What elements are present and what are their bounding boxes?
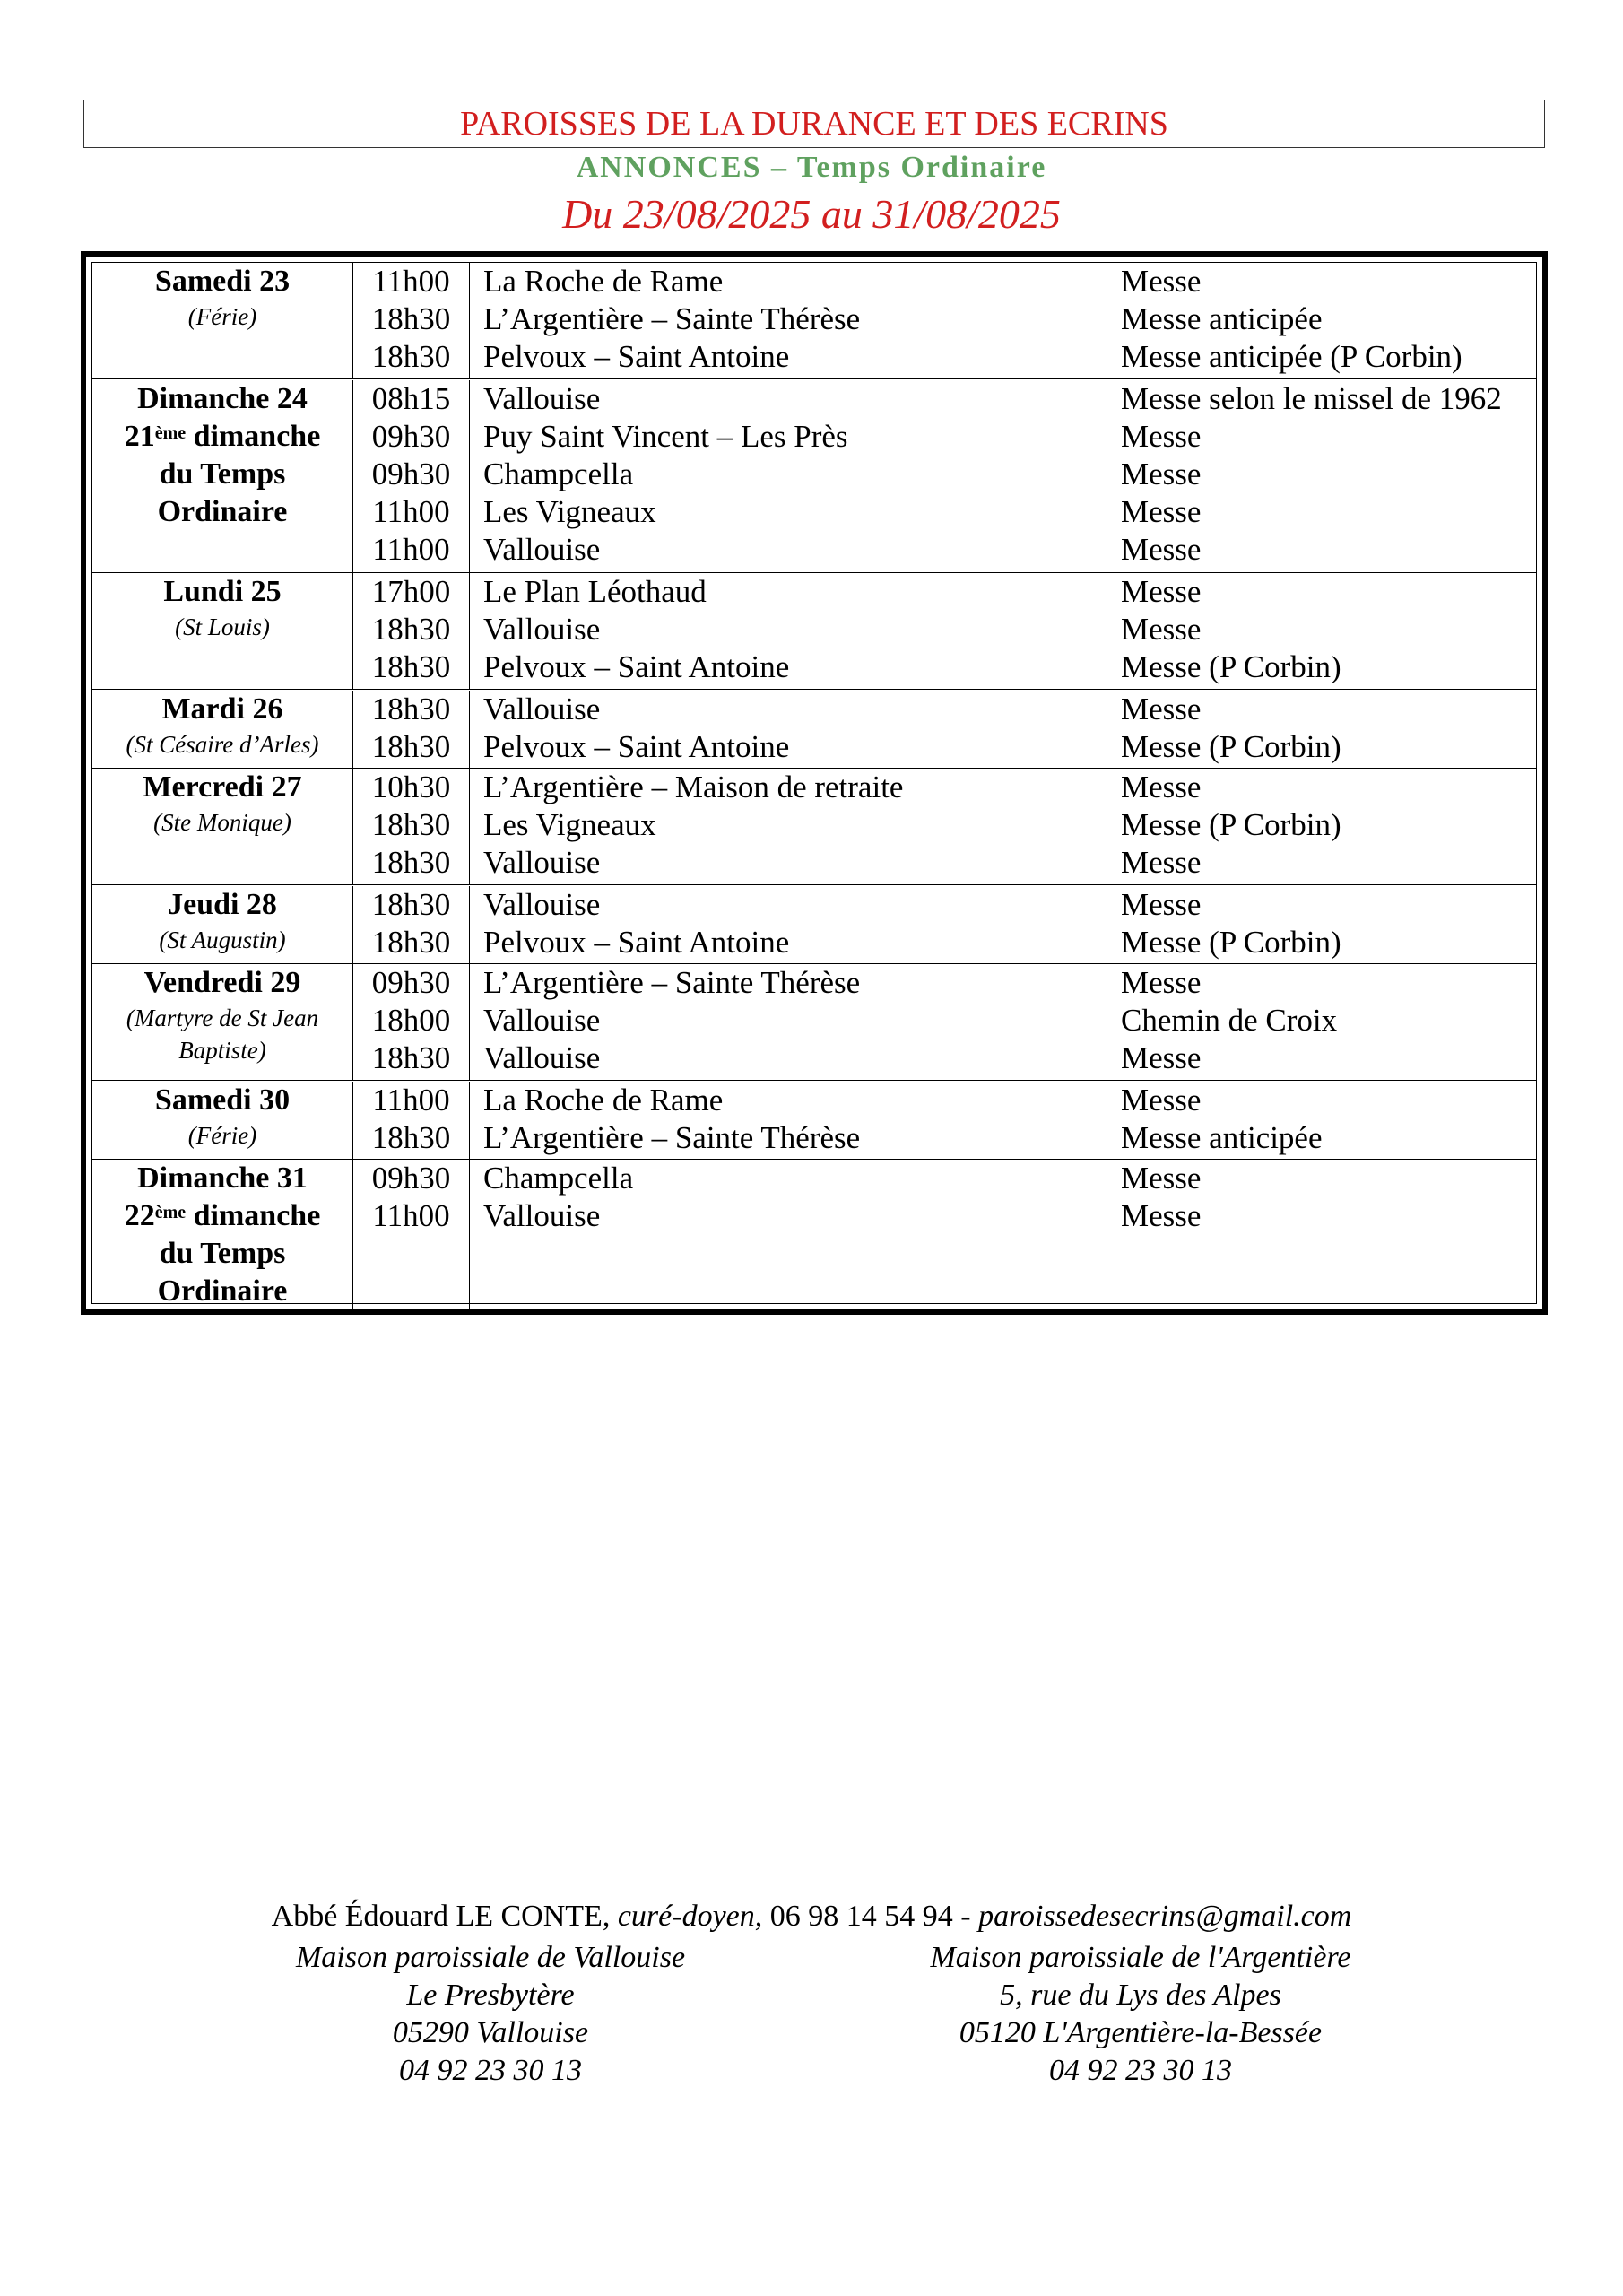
- sunday-word: dimanche: [186, 1199, 321, 1232]
- feast-note: (St Louis): [175, 613, 270, 640]
- sunday-title-line: Ordinaire: [157, 494, 288, 528]
- mass-place: Puy Saint Vincent – Les Près: [483, 418, 848, 454]
- mass-type: Messe: [1121, 770, 1202, 804]
- address-line: 05290 Vallouise: [392, 2016, 589, 2049]
- mass-type: Messe: [1121, 1040, 1202, 1075]
- place-cell: [470, 964, 1107, 1080]
- address-line: Maison paroissiale de l'Argentière: [930, 1941, 1351, 1974]
- mass-type: Messe: [1121, 845, 1202, 880]
- day-name: Mardi 26: [161, 691, 283, 726]
- mass-type: Messe anticipée: [1121, 301, 1323, 336]
- mass-time: 18h30: [371, 807, 451, 842]
- schedule-row: [92, 886, 1536, 964]
- feast-note: Baptiste): [178, 1037, 266, 1064]
- type-cell: [1107, 573, 1536, 689]
- time-cell: [353, 573, 470, 689]
- mass-place: L’Argentière – Maison de retraite: [483, 770, 904, 804]
- schedule-row: [92, 964, 1536, 1081]
- schedule-row: [92, 1082, 1536, 1160]
- mass-time: 11h00: [372, 1082, 450, 1118]
- mass-time: 09h30: [371, 418, 451, 454]
- mass-type: Messe (P Corbin): [1121, 807, 1341, 842]
- mass-place: Vallouise: [483, 531, 601, 567]
- type-cell: [1107, 691, 1536, 768]
- mass-type: Messe (P Corbin): [1121, 924, 1341, 960]
- sunday-title: [92, 1197, 352, 1235]
- mass-place: Pelvoux – Saint Antoine: [483, 728, 790, 764]
- mass-place: Vallouise: [483, 380, 601, 416]
- mass-type: Messe: [1121, 965, 1202, 1000]
- mass-place: L’Argentière – Sainte Thérèse: [483, 1119, 861, 1155]
- day-cell: [92, 1082, 353, 1159]
- priest-role: curé-doyen,: [617, 1900, 763, 1933]
- day-name: Jeudi 28: [168, 887, 277, 921]
- day-name: Dimanche 24: [137, 381, 308, 415]
- schedule-table: [81, 251, 1548, 1315]
- mass-time: 10h30: [371, 770, 451, 804]
- schedule-row: [92, 573, 1536, 690]
- feast-note: (Martyre de St Jean: [126, 1004, 319, 1031]
- time-cell: [353, 964, 470, 1080]
- place-cell: [470, 380, 1107, 572]
- mass-time: 18h30: [371, 1119, 451, 1155]
- mass-time: 18h30: [371, 924, 451, 960]
- type-cell: [1107, 1082, 1536, 1159]
- time-cell: [353, 769, 470, 884]
- mass-time: 09h30: [371, 965, 451, 1000]
- day-cell: [92, 964, 353, 1080]
- mass-time: 18h30: [371, 1040, 451, 1075]
- mass-time: 11h00: [372, 264, 450, 299]
- mass-place: La Roche de Rame: [483, 1082, 724, 1118]
- day-name: Dimanche 31: [137, 1161, 308, 1195]
- type-cell: [1107, 1160, 1536, 1313]
- mass-time: 18h30: [371, 728, 451, 764]
- time-cell: [353, 380, 470, 572]
- mass-place: Vallouise: [483, 1040, 601, 1075]
- mass-place: Pelvoux – Saint Antoine: [483, 649, 790, 684]
- mass-time: 17h00: [371, 574, 451, 609]
- day-cell: [92, 263, 353, 378]
- address-argentiere: [827, 1939, 1454, 2090]
- type-cell: [1107, 263, 1536, 378]
- day-name: Samedi 30: [154, 1083, 291, 1117]
- mass-time: 08h15: [371, 380, 451, 416]
- mass-type: Messe: [1121, 1198, 1202, 1233]
- mass-type: Messe: [1121, 886, 1202, 922]
- day-cell: [92, 691, 353, 768]
- mass-type: Chemin de Croix: [1121, 1003, 1338, 1038]
- feast-note: (Ste Monique): [153, 809, 291, 836]
- day-cell: [92, 769, 353, 884]
- place-cell: [470, 769, 1107, 884]
- mass-place: Les Vigneaux: [483, 493, 656, 529]
- sunday-word: dimanche: [186, 419, 321, 453]
- mass-place: Champcella: [483, 1161, 634, 1196]
- sunday-title: [92, 418, 352, 456]
- mass-time: 11h00: [372, 1198, 450, 1233]
- schedule-row: [92, 1160, 1536, 1313]
- mass-time: 18h30: [371, 649, 451, 684]
- mass-time: 09h30: [371, 1161, 451, 1196]
- ordinal-suffix: ème: [154, 422, 187, 443]
- mass-place: Pelvoux – Saint Antoine: [483, 339, 790, 374]
- mass-type: Messe: [1121, 612, 1202, 647]
- footer-contact-line: [0, 1900, 1623, 1934]
- address-phone: 04 92 23 30 13: [399, 2054, 582, 2087]
- mass-time: 18h30: [371, 886, 451, 922]
- sunday-title-line: du Temps: [159, 457, 286, 491]
- mass-type: Messe anticipée (P Corbin): [1121, 339, 1462, 374]
- mass-time: 09h30: [371, 456, 451, 491]
- feast-note: (Férie): [187, 1121, 257, 1149]
- place-cell: [470, 886, 1107, 963]
- mass-type: Messe: [1121, 1161, 1202, 1196]
- day-cell: [92, 886, 353, 963]
- day-cell: [92, 1160, 353, 1313]
- feast-note: (St Augustin): [159, 926, 286, 953]
- date-range: Du 23/08/2025 au 31/08/2025: [562, 191, 1061, 237]
- mass-place: Vallouise: [483, 886, 601, 922]
- time-cell: [353, 1160, 470, 1313]
- mass-time: 11h00: [372, 531, 450, 567]
- mass-place: L’Argentière – Sainte Thérèse: [483, 965, 861, 1000]
- address-line: Le Presbytère: [406, 1979, 575, 2012]
- time-cell: [353, 1082, 470, 1159]
- day-name: Lundi 25: [163, 575, 282, 608]
- mass-type: Messe: [1121, 531, 1202, 567]
- schedule-row: [92, 263, 1536, 379]
- day-cell: [92, 573, 353, 689]
- schedule-table-inner: [91, 262, 1537, 1308]
- mass-type: Messe: [1121, 456, 1202, 491]
- place-cell: [470, 1160, 1107, 1313]
- address-vallouise: [177, 1939, 804, 2090]
- mass-type: Messe: [1121, 418, 1202, 454]
- feast-note: (Férie): [187, 303, 257, 330]
- time-cell: [353, 263, 470, 378]
- type-cell: [1107, 886, 1536, 963]
- sunday-title-line: Ordinaire: [157, 1274, 288, 1308]
- mass-place: La Roche de Rame: [483, 264, 724, 299]
- schedule-row: [92, 691, 1536, 769]
- ordinal-suffix: ème: [154, 1203, 187, 1222]
- time-cell: [353, 691, 470, 768]
- mass-place: Le Plan Léothaud: [483, 574, 707, 609]
- mass-type: Messe: [1121, 691, 1202, 726]
- mass-place: Vallouise: [483, 1198, 601, 1233]
- place-cell: [470, 691, 1107, 768]
- type-cell: [1107, 964, 1536, 1080]
- mass-time: 11h00: [372, 493, 450, 529]
- day-name: Samedi 23: [154, 265, 291, 298]
- schedule-row: [92, 380, 1536, 573]
- address-line: 5, rue du Lys des Alpes: [1000, 1979, 1281, 2012]
- mass-time: 18h30: [371, 339, 451, 374]
- mass-type: Messe: [1121, 1082, 1202, 1118]
- mass-type: Messe anticipée: [1121, 1119, 1323, 1155]
- mass-time: 18h30: [371, 691, 451, 726]
- type-cell: [1107, 380, 1536, 572]
- mass-type: Messe: [1121, 493, 1202, 529]
- mass-time: 18h30: [371, 612, 451, 647]
- page-title: PAROISSES DE LA DURANCE ET DES ECRINS: [83, 100, 1545, 148]
- sunday-title-line: du Temps: [159, 1237, 286, 1270]
- mass-time: 18h00: [371, 1003, 451, 1038]
- mass-type: Messe (P Corbin): [1121, 649, 1341, 684]
- mass-place: Les Vigneaux: [483, 807, 656, 842]
- mass-type: Messe selon le missel de 1962: [1121, 380, 1502, 416]
- feast-note: (St Césaire d’Arles): [126, 730, 319, 758]
- priest-name: Abbé Édouard LE CONTE,: [271, 1900, 611, 1933]
- mass-place: Champcella: [483, 456, 634, 491]
- day-name: Mercredi 27: [143, 770, 302, 804]
- mass-place: Vallouise: [483, 1003, 601, 1038]
- address-line: 05120 L'Argentière-la-Bessée: [959, 2016, 1323, 2049]
- mass-place: Vallouise: [483, 845, 601, 880]
- sunday-ordinal: 22: [124, 1199, 155, 1232]
- mass-type: Messe: [1121, 574, 1202, 609]
- schedule-row: [92, 769, 1536, 885]
- mass-place: Pelvoux – Saint Antoine: [483, 924, 790, 960]
- day-name: Vendredi 29: [143, 966, 301, 999]
- day-cell: [92, 380, 353, 572]
- address-phone: 04 92 23 30 13: [1049, 2054, 1232, 2087]
- mass-type: Messe: [1121, 264, 1202, 299]
- time-cell: [353, 886, 470, 963]
- sunday-ordinal: 21: [124, 419, 155, 453]
- place-cell: [470, 1082, 1107, 1159]
- mass-place: Vallouise: [483, 691, 601, 726]
- place-cell: [470, 263, 1107, 378]
- mass-type: Messe (P Corbin): [1121, 728, 1341, 764]
- type-cell: [1107, 769, 1536, 884]
- contact-email: paroissedesecrins@gmail.com: [978, 1900, 1352, 1933]
- page-subtitle: ANNONCES – Temps Ordinaire: [576, 151, 1047, 184]
- mass-time: 18h30: [371, 301, 451, 336]
- mass-place: Vallouise: [483, 612, 601, 647]
- mass-place: L’Argentière – Sainte Thérèse: [483, 301, 861, 336]
- address-line: Maison paroissiale de Vallouise: [295, 1941, 686, 1974]
- place-cell: [470, 573, 1107, 689]
- mass-time: 18h30: [371, 845, 451, 880]
- priest-phone: 06 98 14 54 94 -: [769, 1900, 971, 1933]
